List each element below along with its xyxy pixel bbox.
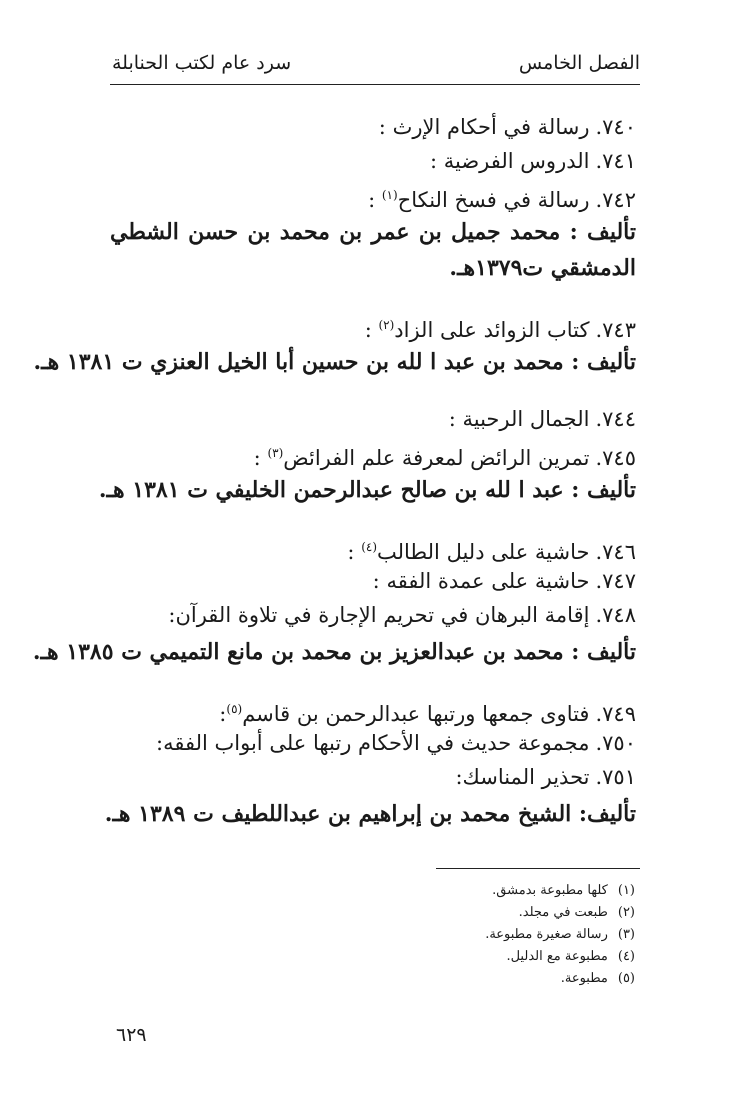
section-title: سرد عام لكتب الحنابلة <box>112 52 292 74</box>
item-suffix: : <box>448 407 456 431</box>
list-item <box>110 436 640 470</box>
list-item <box>110 692 640 726</box>
main-text <box>32 110 640 832</box>
list-item <box>110 726 640 760</box>
item-suffix: : <box>219 702 227 726</box>
item-title: رسالة في فسخ النكاح <box>397 188 590 212</box>
item-number: ٧٤١. <box>595 149 636 173</box>
item-title: مجموعة حديث في الأحكام رتبها على أبواب الفقه <box>163 731 590 755</box>
item-number: ٧٤٣. <box>595 318 636 342</box>
item-title: تمرين الرائض لمعرفة علم الفرائض <box>283 446 590 470</box>
list-item <box>110 178 640 212</box>
item-title: الجمال الرحبية <box>462 407 590 431</box>
author-line: تأليف : محمد بن عبدالعزيز بن محمد بن مانع التميمي ت ١٣٨٥ هـ. <box>32 639 636 665</box>
footnote-number: (٢) <box>617 905 635 920</box>
footnote-number: (٣) <box>617 927 635 942</box>
author-line: تأليف : عبد ا لله بن صالح عبدالرحمن الخليفي ت ١٣٨١ هـ. <box>98 477 636 503</box>
footnote <box>335 946 635 968</box>
footnote-ref: (٣) <box>267 446 284 460</box>
item-suffix: : <box>364 318 372 342</box>
list-item <box>110 144 640 178</box>
list-item <box>110 308 640 342</box>
footnote-ref: (٤) <box>361 540 378 554</box>
item-number: ٧٤٨. <box>595 603 636 627</box>
list-item <box>110 530 640 564</box>
list-item <box>110 598 640 632</box>
item-suffix: : <box>455 765 463 789</box>
chapter-title: الفصل الخامس <box>518 52 640 74</box>
footnote-text: رسالة صغيرة مطبوعة. <box>485 927 608 942</box>
list-item <box>110 564 640 598</box>
item-suffix: : <box>429 149 438 173</box>
item-number: ٧٥٠. <box>595 731 636 755</box>
footnote-ref: (٢) <box>378 318 395 332</box>
item-number: ٧٤٧. <box>595 569 636 593</box>
item-title: حاشية على عمدة الفقه <box>386 569 590 593</box>
item-number: ٧٤٠. <box>595 115 636 139</box>
item-title: حاشية على دليل الطالب <box>377 540 590 564</box>
footnote <box>335 968 635 990</box>
item-suffix: : <box>156 731 164 755</box>
entry-group <box>32 530 640 670</box>
item-title: فتاوى جمعها ورتبها عبدالرحمن بن قاسم <box>242 702 590 726</box>
running-header <box>110 50 640 85</box>
footnote-text: كلها مطبوعة بدمشق. <box>492 883 608 898</box>
footnote-divider <box>436 868 640 869</box>
item-suffix: : <box>368 188 376 212</box>
footnote-number: (٥) <box>617 971 635 986</box>
author-line: تأليف : محمد جميل بن عمر بن محمد بن حسن الشطي الدمشقي ت١٣٧٩هـ. <box>110 219 636 281</box>
item-number: ٧٤٩. <box>595 702 636 726</box>
item-number: ٧٤٦. <box>595 540 636 564</box>
footnote <box>335 924 635 946</box>
entry-group <box>98 402 640 508</box>
page-number: ٦٢٩ <box>116 1024 147 1046</box>
entry-group <box>104 692 640 832</box>
footnote-number: (١) <box>617 883 635 898</box>
list-item <box>110 760 640 794</box>
item-title: رسالة في أحكام الإرث <box>392 115 590 139</box>
item-suffix: : <box>253 446 261 470</box>
footnote-number: (٤) <box>617 949 635 964</box>
item-suffix: : <box>168 603 176 627</box>
item-suffix: : <box>378 115 386 139</box>
footnotes <box>335 880 635 990</box>
footnote-ref: (١) <box>381 188 398 202</box>
item-title: تحذير المناسك <box>462 765 590 789</box>
item-number: ٧٤٤. <box>595 407 636 431</box>
item-title: إقامة البرهان في تحريم الإجارة في تلاوة القرآن <box>175 603 590 627</box>
item-suffix: : <box>347 540 355 564</box>
list-item <box>110 110 640 144</box>
footnote-text: طبعت في مجلد. <box>518 905 608 920</box>
list-item <box>110 402 640 436</box>
footnote <box>335 902 635 924</box>
author-line: تأليف : محمد بن عبد ا لله بن حسين أبا الخيل العنزي ت ١٣٨١ هـ. <box>33 349 636 375</box>
footnote-ref: (٥) <box>226 702 243 716</box>
item-number: ٧٤٢. <box>595 188 636 212</box>
footnote <box>335 880 635 902</box>
item-suffix: : <box>372 569 380 593</box>
item-title: كتاب الزوائد على الزاد <box>394 318 590 342</box>
item-title: الدروس الفرضية <box>443 149 590 173</box>
item-number: ٧٤٥. <box>595 446 636 470</box>
author-line: تأليف: الشيخ محمد بن إبراهيم بن عبداللطيف ت ١٣٨٩ هـ. <box>104 801 636 827</box>
entry-group <box>110 110 640 286</box>
entry-group <box>33 308 640 380</box>
item-number: ٧٥١. <box>595 765 636 789</box>
footnote-text: مطبوعة. <box>560 971 608 986</box>
footnote-text: مطبوعة مع الدليل. <box>506 949 608 964</box>
